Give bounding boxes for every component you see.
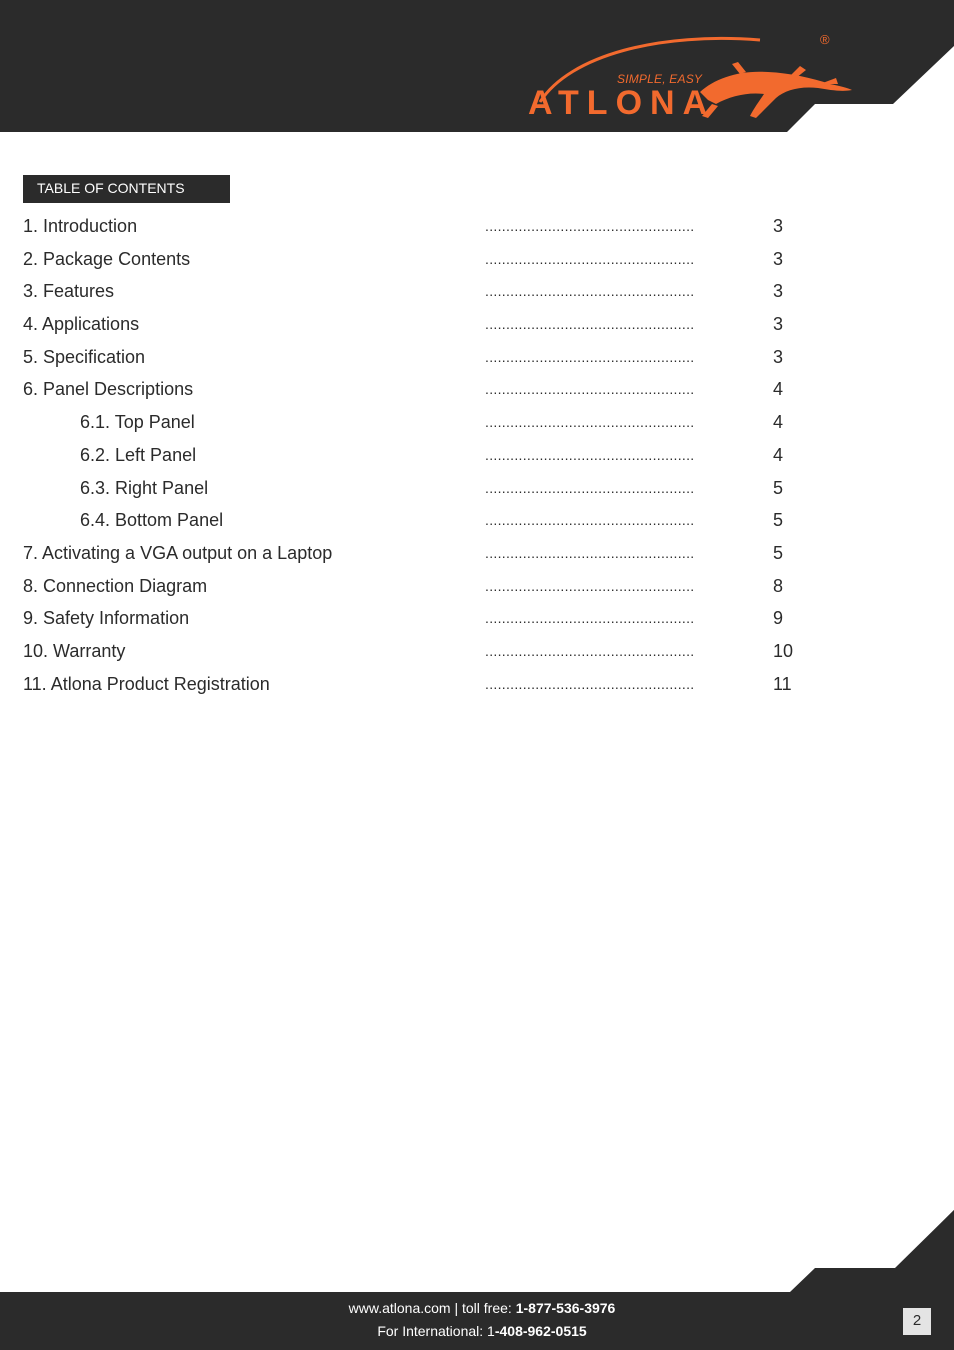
toc-entry-label: 2. Package Contents	[23, 248, 191, 269]
table-of-contents	[0, 210, 954, 700]
toc-leader: ..................................................	[485, 479, 695, 496]
toc-entry[interactable]	[0, 537, 954, 570]
toc-entry[interactable]	[0, 668, 954, 701]
toc-heading: TABLE OF CONTENTS	[23, 175, 230, 203]
website-link[interactable]: www.atlona.com	[348, 1300, 451, 1316]
toc-entry-label: 9. Safety Information	[23, 608, 190, 629]
toc-entry-page: 4	[773, 412, 784, 433]
toc-entry-page: 3	[773, 281, 784, 302]
toc-entry-page: 5	[773, 510, 784, 531]
toc-leader: ..................................................	[485, 250, 695, 267]
toc-entry-label: 6.2. Left Panel	[80, 444, 197, 465]
toc-entry[interactable]	[0, 635, 954, 668]
page-footer	[0, 1210, 954, 1350]
toc-leader: ..................................................	[485, 512, 695, 529]
toc-entry-page: 3	[773, 248, 784, 269]
international-number: -408-962-0515	[494, 1323, 587, 1339]
toc-leader: ..................................................	[485, 218, 695, 234]
toc-entry-label: 8. Connection Diagram	[23, 575, 208, 596]
toc-subentry[interactable]	[0, 504, 954, 537]
toc-leader: ..................................................	[485, 446, 695, 463]
toc-entry-label: 5. Specification	[23, 346, 146, 367]
toc-entry-label: 3. Features	[23, 281, 115, 302]
toc-leader: ..................................................	[485, 348, 695, 365]
toc-entry[interactable]	[0, 570, 954, 603]
toc-entry-label: 6.1. Top Panel	[80, 412, 195, 433]
toc-entry[interactable]	[0, 243, 954, 276]
toc-leader: ..................................................	[485, 381, 695, 398]
logo-tagline: SIMPLE, EASY	[617, 72, 703, 86]
tollfree-label: | toll free:	[450, 1300, 516, 1316]
header-bar-shape	[0, 0, 954, 132]
footer-international-line	[0, 1323, 954, 1339]
toc-leader: ..................................................	[485, 316, 695, 333]
toc-entry[interactable]	[0, 275, 954, 308]
toc-entry-label: 6. Panel Descriptions	[23, 379, 194, 400]
toc-subentry[interactable]	[0, 406, 954, 439]
toc-entry[interactable]	[0, 308, 954, 341]
toc-entry-page: 4	[773, 444, 784, 465]
toc-subentry[interactable]	[0, 472, 954, 505]
logo-wordmark: ATLONA	[528, 84, 716, 122]
toc-leader: ..................................................	[485, 577, 695, 594]
toc-entry-page: 9	[773, 608, 784, 629]
toc-entry-page: 8	[773, 575, 784, 596]
toc-leader: ..................................................	[485, 642, 695, 659]
toc-leader: ..................................................	[485, 544, 695, 561]
toc-leader: ..................................................	[485, 610, 695, 627]
toc-subentry[interactable]	[0, 439, 954, 472]
tollfree-number: 1-877-536-3976	[515, 1300, 616, 1316]
toc-entry[interactable]	[0, 341, 954, 374]
footer-contact-line	[0, 1300, 954, 1316]
toc-entry[interactable]	[0, 373, 954, 406]
toc-leader: ..................................................	[485, 283, 695, 300]
toc-entry-page: 5	[773, 542, 784, 563]
toc-entry[interactable]	[0, 210, 954, 243]
toc-entry-label: 6.3. Right Panel	[80, 477, 209, 498]
toc-leader: ..................................................	[485, 414, 695, 431]
toc-entry-page: 3	[773, 216, 784, 236]
page-header	[0, 0, 954, 132]
toc-entry-page: 3	[773, 346, 784, 367]
toc-entry-label: 6.4. Bottom Panel	[80, 510, 224, 531]
toc-entry-label: 1. Introduction	[23, 216, 138, 236]
toc-entry-label: 10. Warranty	[23, 640, 126, 661]
toc-entry-page: 5	[773, 477, 784, 498]
toc-entry-page: 4	[773, 379, 784, 400]
page-number-badge: 2	[903, 1308, 931, 1335]
toc-entry-label: 7. Activating a VGA output on a Laptop	[23, 542, 333, 563]
toc-entry-page: 10	[773, 640, 794, 661]
toc-entry-label: 11. Atlona Product Registration	[23, 673, 270, 694]
international-label: For International: 1	[377, 1323, 495, 1339]
registered-mark: ®	[820, 32, 830, 47]
toc-entry[interactable]	[0, 602, 954, 635]
toc-entry-page: 3	[773, 314, 784, 335]
toc-leader: ..................................................	[485, 675, 695, 692]
toc-entry-label: 4. Applications	[23, 314, 140, 335]
toc-entry-page: 11	[773, 673, 792, 694]
